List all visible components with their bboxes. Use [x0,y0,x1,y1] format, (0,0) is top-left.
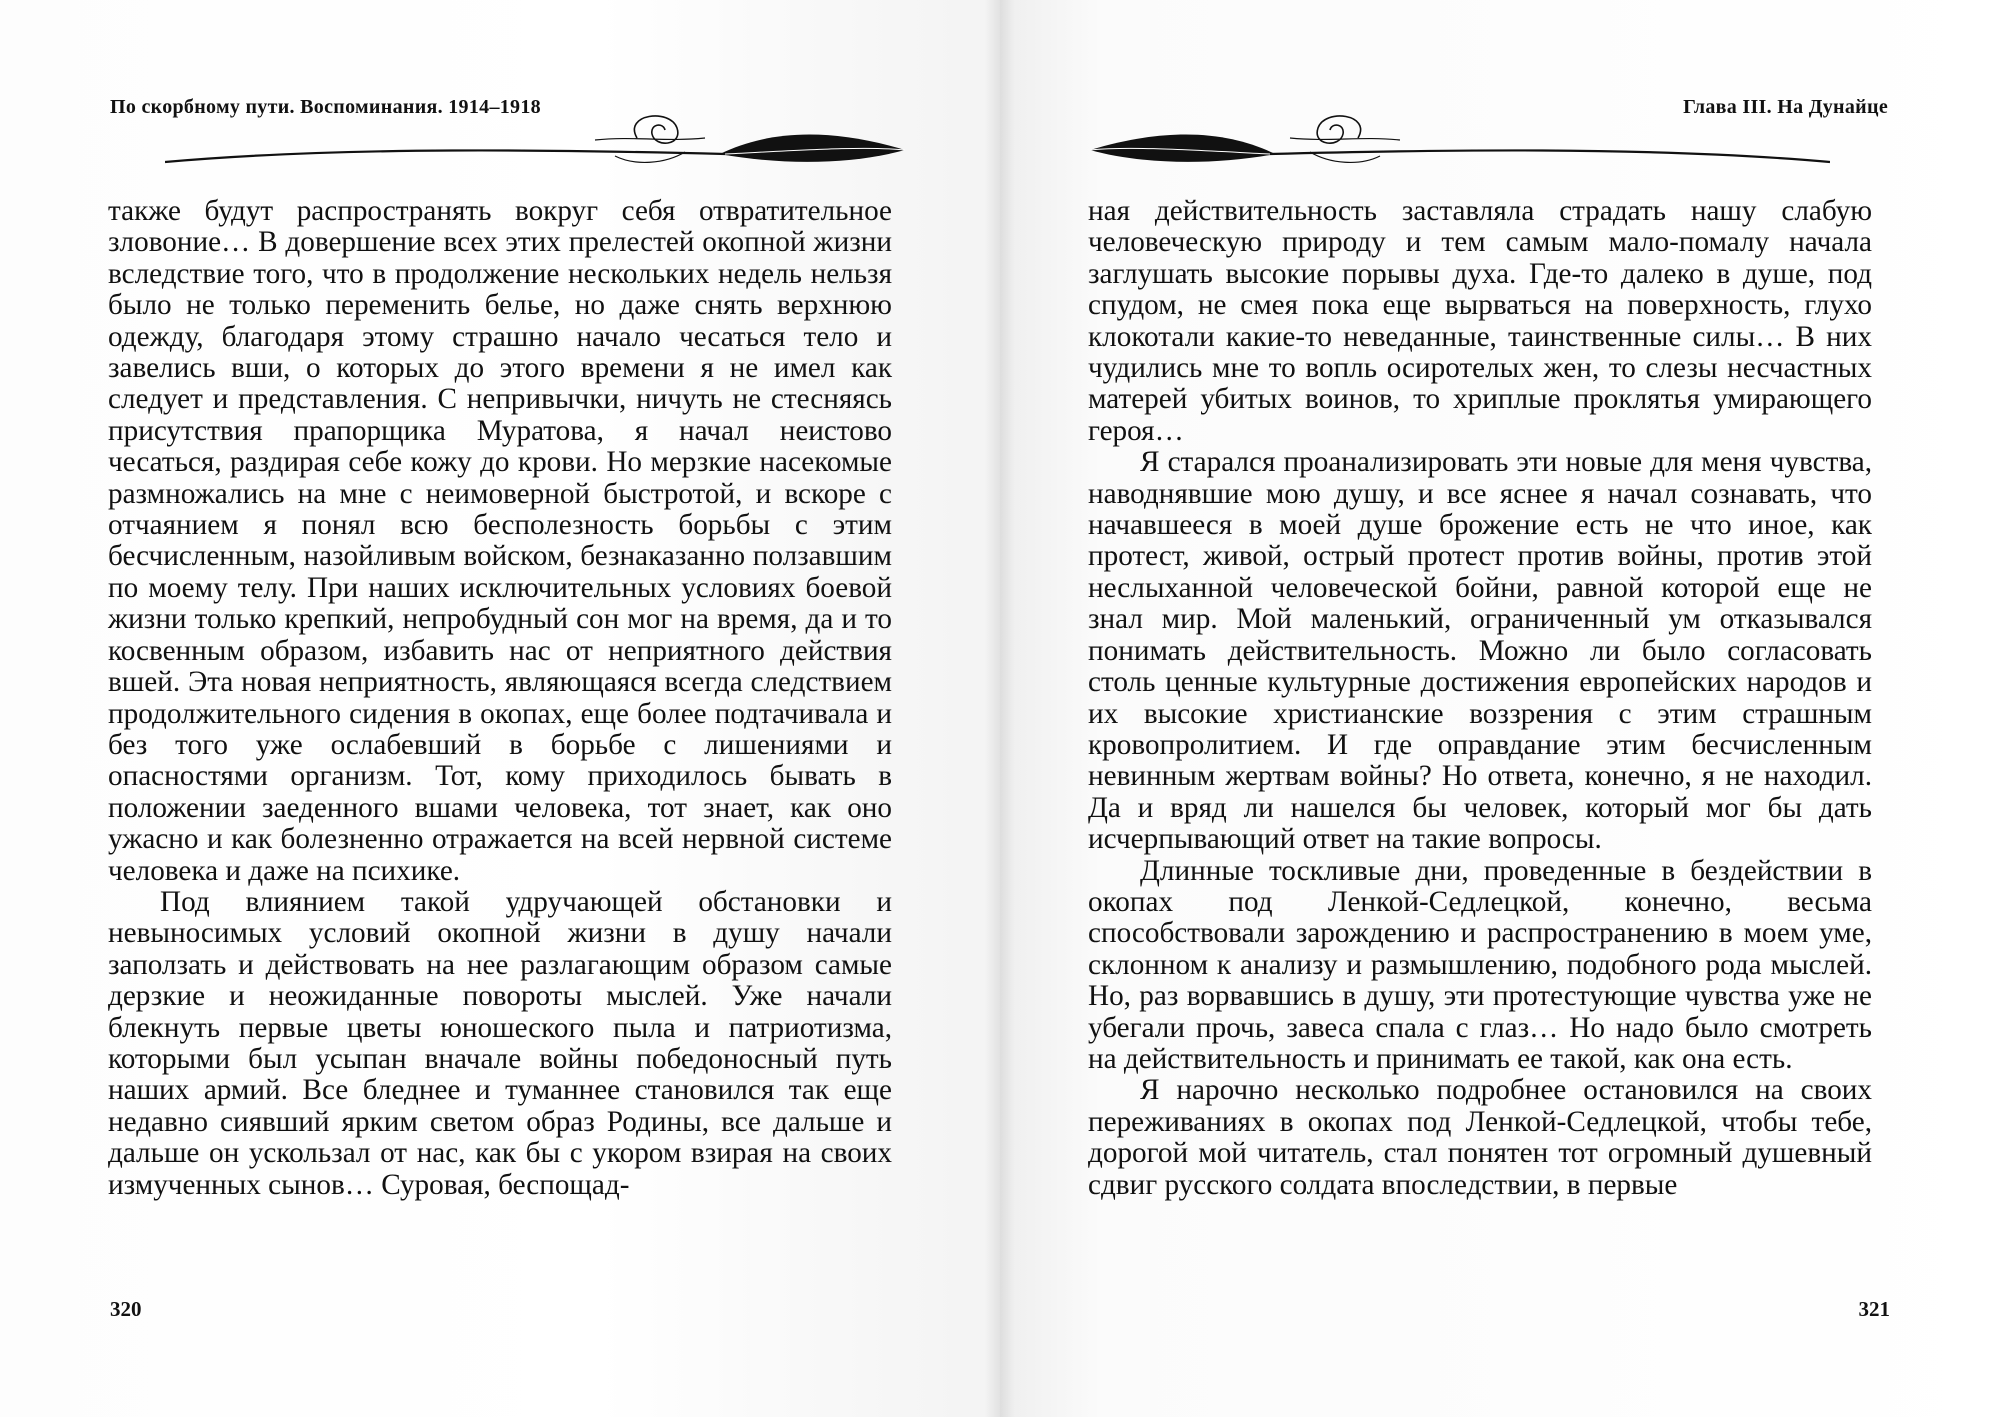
left-body-text [108,196,892,1201]
quill-ornament-left-icon [165,106,905,176]
page-number-left: 320 [110,1297,142,1321]
right-page [1000,0,2000,1417]
paragraph: ная действительность заставляла страдать нашу слабую человеческую природу и тем самым мало-помалу начала заглушать высокие порывы духа. Где-то далеко в душе, под спудом, не смея пока еще вырваться на поверхность, глухо клокотали какие-то неведанные, таинственные силы… В них чудились мне то вопль осиротелых жен, то слезы несчастных матерей убитых воинов, то хриплые проклятья умирающего героя… [1088,195,1872,447]
paragraph: Я старался проанализировать эти новые для меня чувства, наводнявшие мою душу, и все яснее я начал сознавать, что начавшееся в моей душе брожение есть не что иное, как протест, живой, острый протест против войны, против этой неслыханной человеческой бойни, равной которой еще не знал мир. Мой маленький, ограниченный ум отказывался понимать действительность. Можно ли было согласовать столь ценные культурные достижения европейских народов и их высокие христианские воззрения с этим страшным кровопролитием. И где оправдание этим бесчисленным невинным жертвам войны? Но ответа, конечно, я не находил. Да и вряд ли нашелся бы человек, который мог бы дать исчерпывающий ответ на такие вопросы. [1088,446,1872,856]
running-head-left: По скорбному пути. Воспоминания. 1914–1918 [110,96,541,118]
right-body-text [1088,196,1872,1201]
page-number-right: 321 [1858,1297,1890,1321]
paragraph: Я нарочно несколько подробнее остановился на своих переживаниях в окопах под Ленкой-Седлецкой, чтобы тебе, дорогой мой читатель, стал понятен тот огромный душевный сдвиг русского солдата впоследствии, в первые [1088,1074,1872,1201]
book-spine-shadow [985,0,1015,1417]
running-head-right: Глава III. На Дунайце [1683,96,1888,118]
paragraph: Длинные тоскливые дни, проведенные в бездействии в окопах под Ленкой-Седлецкой, конечно, весьма способствовали зарождению и распространению в моем уме, склонном к анализу и размышлению, подобного рода мыслей. Но, раз ворвавшись в душу, эти протестующие чувства уже не убегали прочь, завеса спала с глаз… Но надо было смотреть на действительность и принимать ее такой, как она есть. [1088,854,1872,1075]
quill-ornament-right-icon [1090,106,1830,176]
paragraph: Под влиянием такой удручающей обстановки и невыносимых условий окопной жизни в душу начали заползать и действовать на нее разлагающим образом самые дерзкие и неожиданные повороты мыслей. Уже начали блекнуть первые цветы юношеского пыла и патриотизма, которыми был усыпан вначале войны победоносный путь наших армий. Все бледнее и туманнее становился так еще недавно сиявший ярким светом образ Родины, все дальше и дальше он ускользал от нас, как бы с укором взирая на своих измученных сынов… Суровая, беспощад- [108,885,892,1201]
paragraph: также будут распространять вокруг себя отвратительное зловоние… В довершение всех этих прелестей окопной жизни вследствие того, что в продолжение нескольких недель нельзя было не только переменить белье, но даже снять верхнюю одежду, благодаря этому страшно начало чесаться тело и завелись вши, о которых до этого времени я не имел как следует и представления. С непривычки, ничуть не стесняясь присутствия прапорщика Муратова, я начал неистово чесаться, раздирая себе кожу до крови. Но мерзкие насекомые размножались на мне с неимоверной быстротой, и вскоре с отчаянием я понял всю бесполезность борьбы с этим бесчисленным, назойливым войском, безнаказанно ползавшим по моему телу. При наших исключительных условиях боевой жизни только крепкий, непробудный сон мог на время, да и то косвенным образом, избавить нас от неприятного действия вшей. Эта новая неприятность, являющаяся всегда следствием продолжительного сидения в окопах, еще более подтачивала и без того уже ослабевший в борьбе с лишениями и опасностями организм. Тот, кому приходилось бывать в положении заеденного вшами человека, тот знает, как оно ужасно и как болезненно отражается на всей нервной системе человека и даже на психике. [108,195,892,887]
